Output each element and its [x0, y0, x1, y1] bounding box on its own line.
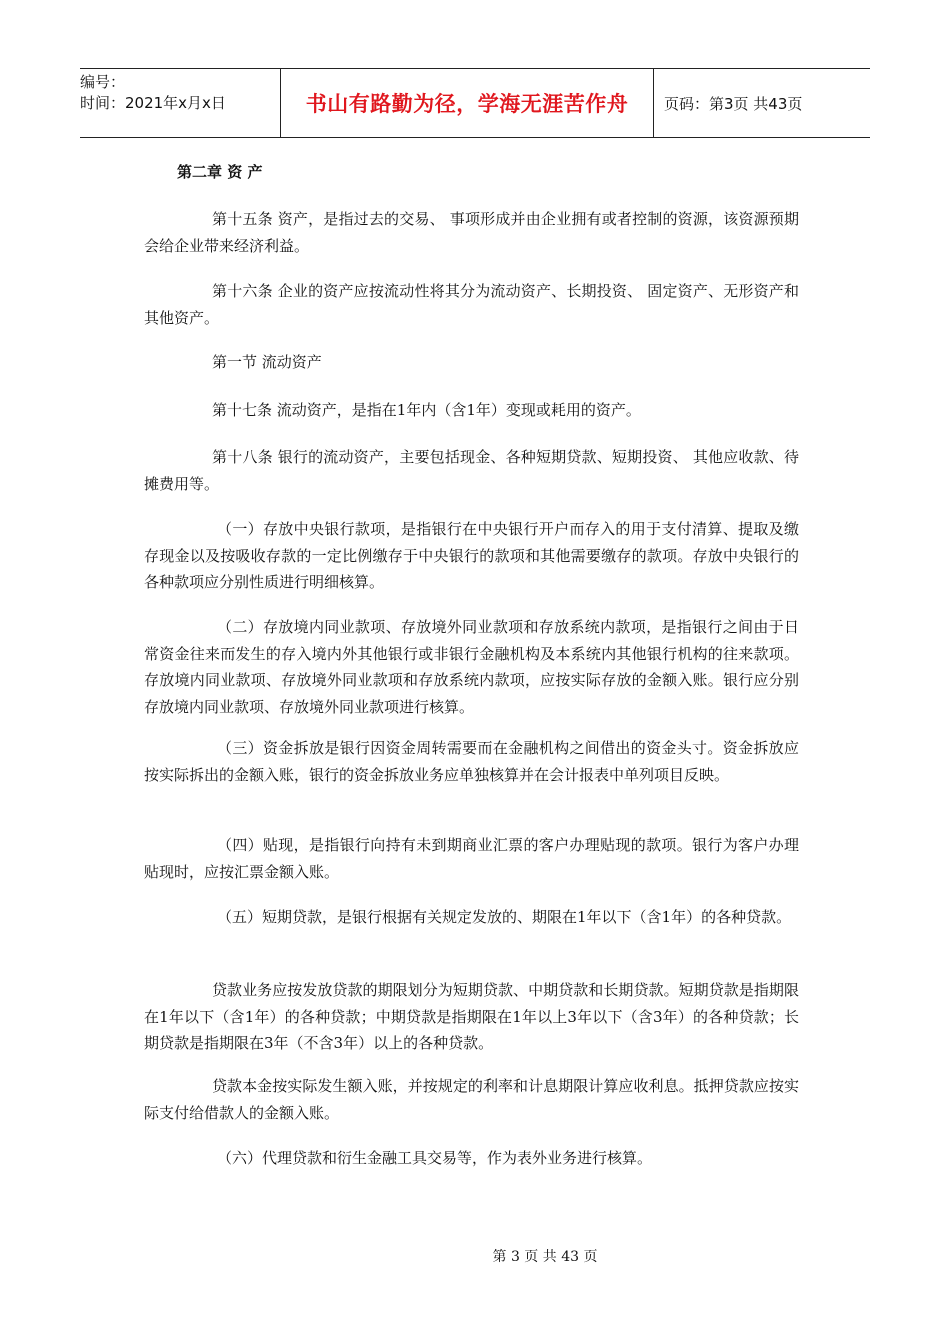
paragraph-item-2: （二）存放境内同业款项、存放境外同业款项和存放系统内款项，是指银行之间由于日常资金往来而发生的存入境内外其他银行或非银行金融机构及本系统内其他银行机构的往来款项。存放境内同业款项、存放境外同业款项和存放系统内款项，应按实际存放的金额入账。银行应分别存放境内同业款项、存放境外同业款项进行核算。 [144, 618, 799, 716]
header-page-cell [654, 69, 870, 137]
header-page-number: 页码：第3页 共43页 [664, 94, 803, 113]
header-info-cell [80, 69, 281, 137]
paragraph-article-17: 第十七条 流动资产，是指在1年内（含1年）变现或耗用的资产。 [212, 401, 641, 419]
paragraph-loan-principal: 贷款本金按实际发生额入账，并按规定的利率和计息期限计算应收利息。抵押贷款应按实际支付给借款人的金额入账。 [144, 1077, 799, 1122]
document-header [80, 68, 870, 138]
section-title: 第一节 流动资产 [212, 353, 322, 371]
page-footer: 第 3 页 共 43 页 [492, 1249, 598, 1265]
paragraph-article-18: 第十八条 银行的流动资产，主要包括现金、各种短期贷款、短期投资、 其他应收款、待摊费用等。 [144, 448, 799, 493]
document-number-label: 编号： [80, 73, 126, 91]
paragraph-item-4: （四）贴现，是指银行向持有未到期商业汇票的客户办理贴现的款项。银行为客户办理贴现时，应按汇票金额入账。 [144, 836, 799, 881]
header-motto-cell [281, 69, 654, 137]
paragraph-article-15: 第十五条 资产，是指过去的交易、 事项形成并由企业拥有或者控制的资源，该资源预期会给企业带来经济利益。 [144, 210, 799, 255]
paragraph-article-16: 第十六条 企业的资产应按流动性将其分为流动资产、长期投资、 固定资产、无形资产和其他资产。 [144, 282, 799, 327]
chapter-title: 第二章 资 产 [177, 163, 263, 181]
paragraph-item-3: （三）资金拆放是银行因资金周转需要而在金融机构之间借出的资金头寸。资金拆放应按实际拆出的金额入账，银行的资金拆放业务应单独核算并在会计报表中单列项目反映。 [144, 739, 799, 784]
header-motto: 书山有路勤为径，学海无涯苦作舟 [305, 92, 629, 116]
paragraph-item-1: （一）存放中央银行款项，是指银行在中央银行开户而存入的用于支付清算、提取及缴存现金以及按吸收存款的一定比例缴存于中央银行的款项和其他需要缴存的款项。存放中央银行的各种款项应分别性质进行明细核算。 [144, 520, 799, 591]
paragraph-item-5: （五）短期贷款，是银行根据有关规定发放的、期限在1年以下（含1年）的各种贷款。 [217, 908, 792, 926]
document-time-label: 时间：2021年x月x日 [80, 94, 226, 112]
paragraph-item-6: （六）代理贷款和衍生金融工具交易等，作为表外业务进行核算。 [217, 1149, 653, 1167]
paragraph-loan-classification: 贷款业务应按发放贷款的期限划分为短期贷款、中期贷款和长期贷款。短期贷款是指期限在1年以下（含1年）的各种贷款；中期贷款是指期限在1年以上3年以下（含3年）的各种贷款；长期贷款是指期限在3年（不含3年）以上的各种贷款。 [144, 981, 799, 1052]
